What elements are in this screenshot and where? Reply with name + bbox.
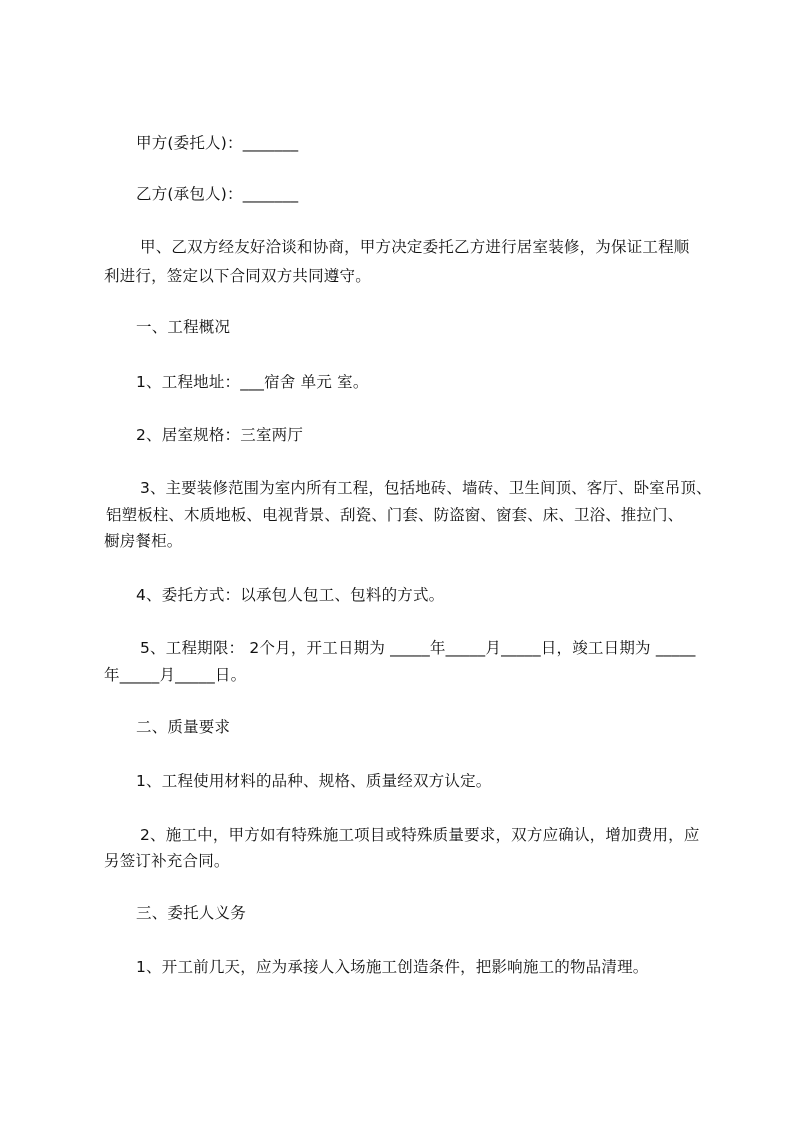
section-2-heading: 二、质量要求 [136,718,231,736]
section-1-item-5-line-1: 5、工程期限： 2个月，开工日期为 _____年_____月_____日，竣工日期为 _____ [140,639,696,657]
section-3-heading: 三、委托人义务 [136,904,246,922]
section-2-item-2-line-1: 2、施工中，甲方如有特殊施工项目或特殊质量要求，双方应确认，增加费用，应 [140,826,700,844]
section-1-item-3-line-1: 3、主要装修范围为室内所有工程，包括地砖、墙砖、卫生间顶、客厅、卧室吊顶、 [140,479,712,497]
section-2-item-1: 1、工程使用材料的品种、规格、质量经双方认定。 [136,772,492,790]
section-1-heading: 一、工程概况 [136,318,231,336]
section-1-item-3-line-3: 橱房餐柜。 [104,532,183,550]
section-3-item-1: 1、开工前几天，应为承接人入场施工创造条件，把影响施工的物品清理。 [136,958,649,976]
section-1-item-4: 4、委托方式：以承包人包工、包料的方式。 [136,586,445,604]
section-1-item-2: 2、居室规格：三室两厅 [136,426,304,444]
intro-line-1: 甲、乙双方经友好洽谈和协商，甲方决定委托乙方进行居室装修，为保证工程顺 [140,238,690,256]
section-1-item-3-line-2: 铝塑板柱、木质地板、电视背景、刮瓷、门套、防盗窗、窗套、床、卫浴、推拉门、 [106,506,684,524]
party-a-line: 甲方(委托人)：_______ [136,134,299,152]
section-1-item-5-line-2: 年_____月_____日。 [104,666,247,684]
intro-line-2: 利进行，签定以下合同双方共同遵守。 [104,267,371,285]
party-b-line: 乙方(承包人)：_______ [136,185,299,203]
section-2-item-2-line-2: 另签订补充合同。 [104,852,230,870]
section-1-item-1: 1、工程地址：___宿舍 单元 室。 [136,373,369,391]
